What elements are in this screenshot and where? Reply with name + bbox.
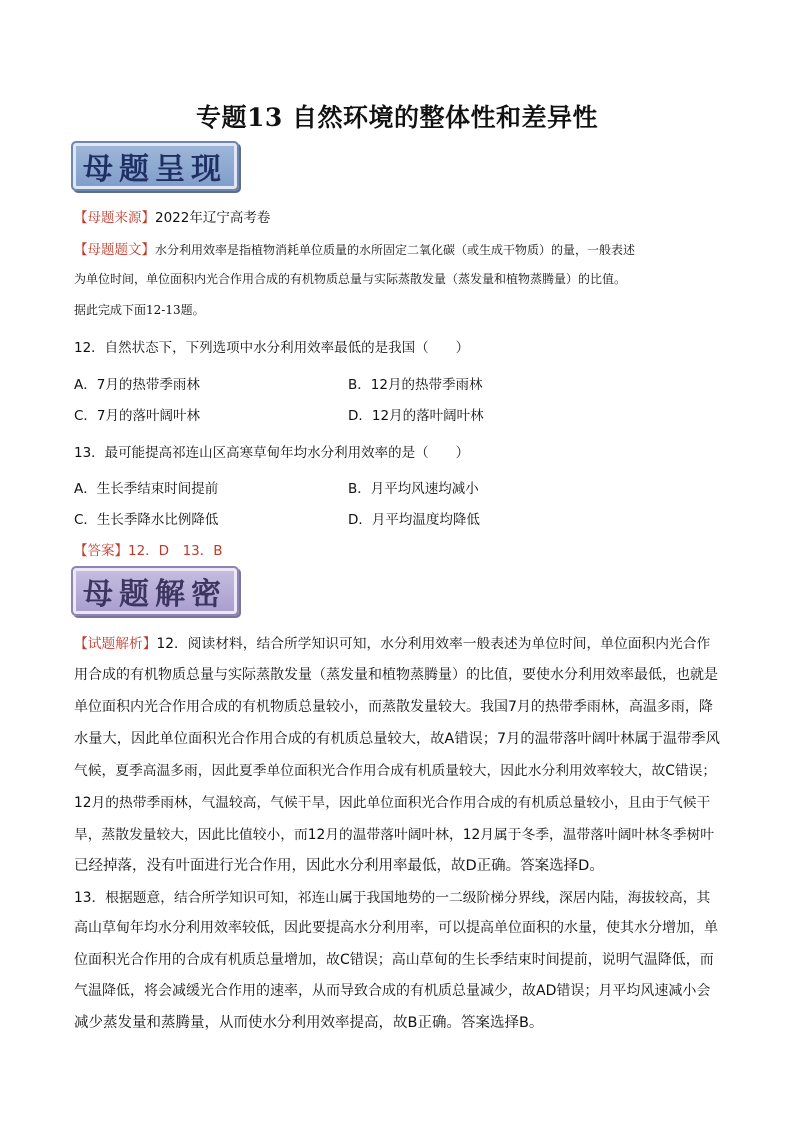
source-tag: 【母题来源】: [74, 210, 155, 226]
stem-tag: 【母题题文】: [74, 242, 155, 258]
analysis-line-1: [74, 632, 710, 652]
q12-option-a: A．7月的热带季雨林: [74, 377, 200, 393]
analysis-line-4: 水量大，因此单位面积光合作用合成的有机质总量较大，故A错误；7月的温带落叶阔叶林属于温带季风: [74, 731, 720, 747]
q13-option-b: B．月平均风速均减小: [348, 481, 479, 497]
analysis-line-12: 气温降低，将会减缓光合作用的速率，从而导致合成的有机质总量减少，故AD错误；月平均风速减小会: [74, 983, 711, 999]
q12-question: 12．自然状态下，下列选项中水分利用效率最低的是我国（ ）: [74, 340, 470, 356]
q12-option-c: C．7月的落叶阔叶林: [74, 408, 201, 424]
analysis-line-8: 已经掉落，没有叶面进行光合作用，因此水分利用率最低，故D正确。答案选择D。: [74, 858, 604, 874]
analysis-badge: 母题解密: [71, 566, 239, 616]
answer-line: [74, 539, 223, 559]
q12-option-d: D．12月的落叶阔叶林: [348, 408, 484, 424]
presentation-badge: 母题呈现: [71, 141, 239, 191]
stem-line-3: 据此完成下面12-13题。: [74, 303, 205, 317]
stem-line-1: [74, 238, 635, 258]
page-title: 专题13 自然环境的整体性和差异性: [196, 103, 598, 132]
source-text: 2022年辽宁高考卷: [155, 210, 271, 226]
analysis-tag: 【试题解析】: [74, 636, 157, 652]
q13-question: 13．最可能提高祁连山区高寒草甸年均水分利用效率的是（ ）: [74, 445, 470, 461]
analysis-line-10: 高山草甸年均水分利用效率较低，因此要提高水分利用率，可以提高单位面积的水量，使其水分增加，单: [74, 920, 718, 936]
analysis-line-13: 减少蒸发量和蒸腾量，从而使水分利用效率提高，故B正确。答案选择B。: [74, 1015, 544, 1031]
answer-text: 12．D 13．B: [128, 543, 223, 559]
q13-option-c: C．生长季降水比例降低: [74, 512, 219, 528]
analysis-line-9: 13．根据题意，结合所学知识可知，祁连山属于我国地势的一二级阶梯分界线，深居内陆，海拔较高，其: [74, 890, 711, 906]
analysis-line-3: 单位面积内光合作用合成的有机物质总量较小，而蒸散发量较大。我国7月的热带季雨林，高温多雨，降: [74, 699, 713, 715]
analysis-line-6: 12月的热带季雨林，气温较高，气候干旱，因此单位面积光合作用合成的有机质总量较小，且由于气候干: [74, 795, 711, 811]
analysis-text-1: 12．阅读材料，结合所学知识可知，水分利用效率一般表述为单位时间，单位面积内光合作: [156, 636, 711, 652]
analysis-line-5: 气候，夏季高温多雨，因此夏季单位面积光合作用合成有机质量较大，因此水分利用效率较大，故C错误；: [74, 763, 717, 779]
analysis-line-2: 用合成的有机物质总量与实际蒸散发量（蒸发量和植物蒸腾量）的比值，要使水分利用效率最低，也就是: [74, 667, 718, 683]
stem-line-2: 为单位时间，单位面积内光合作用合成的有机物质总量与实际蒸散发量（蒸发量和植物蒸腾量）的比值。: [74, 272, 627, 286]
q12-option-b: B．12月的热带季雨林: [348, 377, 483, 393]
stem-text-1: 水分利用效率是指植物消耗单位质量的水所固定二氧化碳（或生成干物质）的量，一般表述: [155, 243, 636, 257]
q13-option-a: A．生长季结束时间提前: [74, 481, 219, 497]
answer-tag: 【答案】: [74, 543, 128, 559]
q13-option-d: D．月平均温度均降低: [348, 512, 480, 528]
analysis-line-11: 位面积光合作用的合成有机质总量增加，故C错误；高山草甸的生长季结束时间提前，说明气温降低，而: [74, 952, 714, 968]
source-line: [74, 206, 270, 226]
analysis-line-7: 旱，蒸散发量较大，因此比值较小，而12月的温带落叶阔叶林，12月属于冬季，温带落叶阔叶林冬季树叶: [74, 827, 714, 843]
